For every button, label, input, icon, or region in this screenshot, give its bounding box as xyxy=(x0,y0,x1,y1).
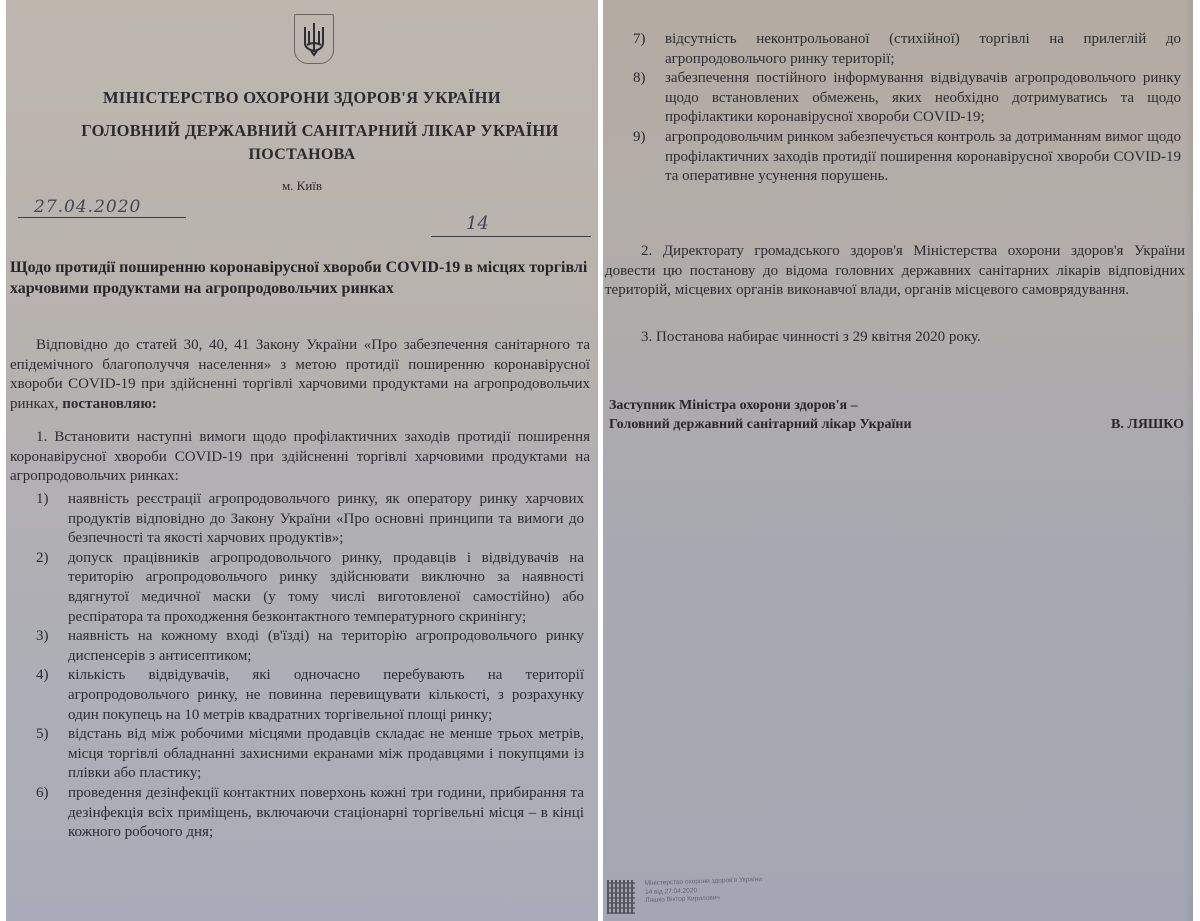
city: м. Київ xyxy=(281,178,323,193)
qr-code-icon xyxy=(607,880,635,914)
signatory-title-line-2: Головний державний санітарний лікар України xyxy=(609,417,912,432)
stamp-line-3: Ляшко Віктор Кирилович xyxy=(645,894,720,905)
list-item-number: 6) xyxy=(36,784,49,801)
preamble-resolution: постановляю: xyxy=(62,395,157,412)
ministry-name: МІНІСТЕРСТВО ОХОРОНИ ЗДОРОВ'Я УКРАЇНИ xyxy=(103,88,501,107)
list-item-text: кількість відвідувачів, які одночасно перебувають на території агропродовольчого ринку, не повинна перевищувати кількості, з розрахунку один покупець на 10 метрів квадратних торгівельної площі ринку; xyxy=(68,667,584,723)
number-underline xyxy=(431,236,591,237)
preamble xyxy=(10,336,590,414)
list-item-text: допуск працівників агропродовольчого ринку, продавців і відвідувачів на територію агропродовольчого ринку здійснювати виключно за наявності вдягнутої медичної маски (у тому числі виготовленої самостійно) або респіратора та проходження безконтактного температурного скринінгу; xyxy=(68,549,584,625)
document-page-2 xyxy=(603,0,1193,921)
list-item xyxy=(633,128,1181,187)
stamp-line-1: Міністерство охорони здоров'я України xyxy=(644,875,763,888)
point-3: 3. Постанова набирає чинності з 29 квітня 2020 року. xyxy=(641,329,981,345)
document-page-1 xyxy=(6,0,598,921)
list-item-text: відстань від між робочими місцями продавців складає не менше трьох метрів, місця торгівлі обладнанні захисними екранами між продавцями і покупцями із плівки або пластику; xyxy=(68,726,584,782)
list-item xyxy=(36,549,584,627)
list-item xyxy=(36,784,584,843)
list-item-number: 5) xyxy=(36,726,49,743)
preamble-text: Відповідно до статей 30, 40, 41 Закону України «Про забезпечення санітарного та епідемічного благополуччя населення» з метою протидії поширенню коронавірусної хвороби COVID-19 при здійсненні торгівлі харчовими продуктами на агропродовольчих ринках, xyxy=(10,337,590,412)
list-item xyxy=(36,666,584,725)
document-type: ПОСТАНОВА xyxy=(248,146,356,163)
requirements-list-part-2 xyxy=(633,30,1181,187)
list-item-text: наявність на кожному вході (в'їзді) на територію агропродовольчого ринку диспенсерів з антисептиком; xyxy=(68,628,584,664)
list-item-number: 3) xyxy=(36,628,49,645)
signatory-title-line-1: Заступник Міністра охорони здоров'я – xyxy=(609,398,858,413)
signatory-name: В. ЛЯШКО xyxy=(1111,417,1184,432)
trident-coat-of-arms-icon xyxy=(294,14,334,64)
list-item xyxy=(36,725,584,784)
chief-sanitary-doctor-title: ГОЛОВНИЙ ДЕРЖАВНИЙ САНІТАРНИЙ ЛІКАР УКРАЇНИ xyxy=(81,121,559,140)
date-underline xyxy=(18,217,186,218)
list-item-text: відсутність неконтрольованої (стихійної) торгівлі на прилеглій до агропродовольчого ринку території; xyxy=(665,31,1181,67)
requirements-list-part-1 xyxy=(36,490,584,843)
document-title: Щодо протидії поширенню коронавірусної хвороби COVID-19 в місцях торгівлі харчовими продуктами на агропродовольчих ринках xyxy=(10,259,588,297)
point-2: 2. Директорату громадського здоров'я Міністерства охорони здоров'я України довести цю постанову до відома головних державних санітарних лікарів відповідних територій, місцевих органів виконавчої влади, органів місцевого самоврядування. xyxy=(605,243,1185,299)
list-item-number: 2) xyxy=(36,549,49,566)
list-item-number: 4) xyxy=(36,667,49,684)
list-item-number: 7) xyxy=(633,31,646,47)
signatory-row xyxy=(609,415,1184,434)
list-item-number: 8) xyxy=(633,70,646,87)
handwritten-date: 27.04.2020 xyxy=(34,197,142,217)
signature-block xyxy=(609,396,1184,434)
list-item-text: наявність реєстрації агропродовольчого ринку, як оператору ринку харчових продуктів відповідно до Закону України «Про основні принципи та вимоги до безпечності та якості харчових продуктів»; xyxy=(68,491,584,547)
list-item-text: забезпечення постійного інформування відвідувачів агропродовольчого ринку щодо встановлених обмежень, яких необхідно дотримуватись та щодо профілактики коронавірусної хвороби COVID-19; xyxy=(665,70,1181,126)
list-item xyxy=(36,490,584,549)
list-item-text: проведення дезінфекції контактних поверхонь кожні три години, прибирання та дезінфекція всіх приміщень, включаючи стаціонарні торгівельні місця – в кінці кожного робочого дня; xyxy=(68,784,584,841)
list-item-number: 9) xyxy=(633,128,646,145)
list-item-text: агропродовольчим ринком забезпечується контроль за дотриманням вимог щодо профілактичних заходів протидії поширення коронавірусної хвороби COVID-19 та оперативне усунення порушень. xyxy=(665,128,1181,185)
list-item xyxy=(633,69,1181,128)
handwritten-number: 14 xyxy=(466,213,489,234)
list-item-number: 1) xyxy=(36,491,49,507)
list-item xyxy=(36,627,584,666)
stamp-line-2: 14 від 27.04.2020 xyxy=(644,886,698,896)
point-1-intro: 1. Встановити наступні вимоги щодо профілактичних заходів протидії поширення коронавірусної хвороби COVID-19 при здійсненні торгівлі харчовими продуктами на агропродовольчих ринках: xyxy=(10,429,590,485)
list-item xyxy=(633,30,1181,69)
stamp-text xyxy=(645,876,763,906)
electronic-signature-stamp xyxy=(603,870,903,920)
